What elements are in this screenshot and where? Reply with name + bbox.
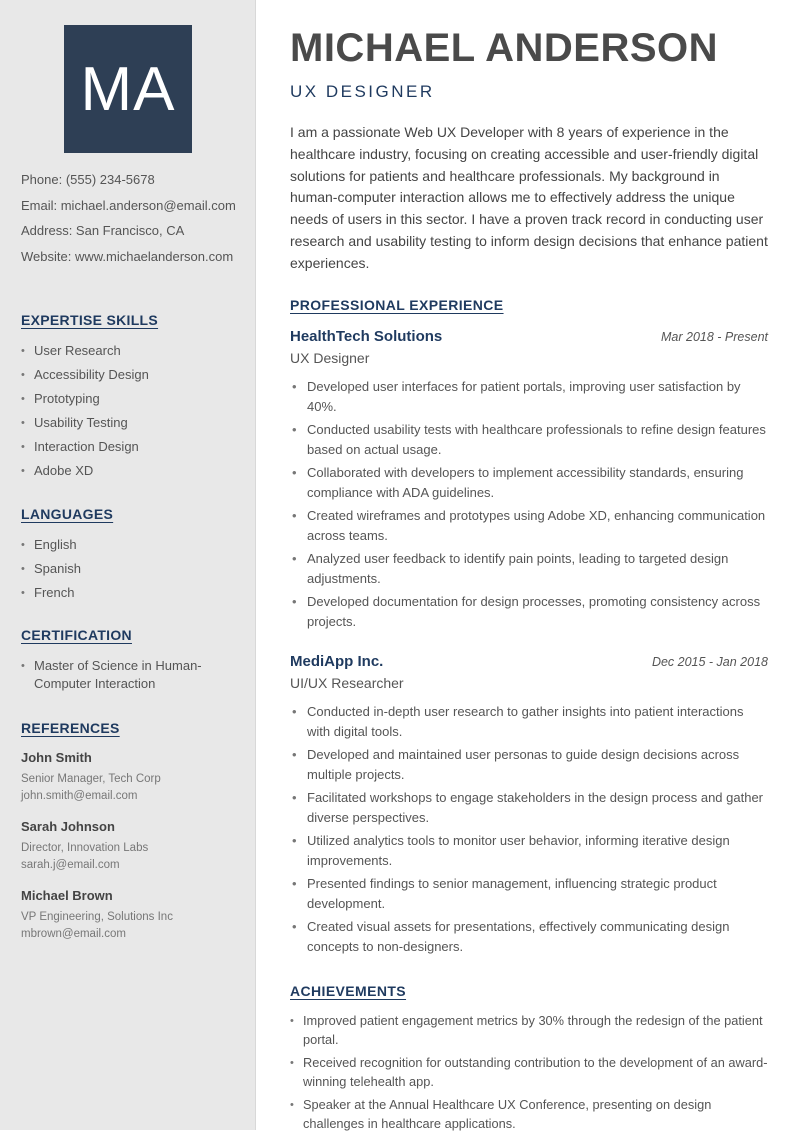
contact-info: [21, 170, 251, 272]
job-bullet: • Facilitated workshops to engage stakeholders in the design process and gather diverse perspectives.: [290, 788, 768, 827]
language-item: • Spanish: [21, 560, 246, 578]
monogram-initials: MA: [80, 54, 176, 124]
skill-item: • User Research: [21, 342, 246, 360]
skill-item: • Usability Testing: [21, 414, 246, 432]
language-item: • French: [21, 584, 246, 602]
job-bullet: • Developed documentation for design processes, promoting consistency across projects.: [290, 592, 768, 631]
reference-email: mbrown@email.com: [21, 928, 126, 940]
language-item: • English: [21, 536, 246, 554]
certification-item: • Master of Science in Human-Computer Interaction: [21, 657, 211, 693]
reference-entry: [21, 888, 246, 943]
contact-website: Website: www.michaelanderson.com: [21, 248, 234, 264]
certification-heading: CERTIFICATION: [21, 627, 132, 643]
experience-heading: PROFESSIONAL EXPERIENCE: [290, 297, 504, 313]
job-bullet: • Conducted in-depth user research to gather insights into patient interactions with digital tools.: [290, 702, 768, 741]
reference-role: Senior Manager, Tech Corp: [21, 773, 161, 785]
job-role: UI/UX Researcher: [290, 675, 404, 691]
achievement-item: • Received recognition for outstanding contribution to the development of an award-winning telehealth app.: [290, 1054, 768, 1091]
job-dates: Dec 2015 - Jan 2018: [651, 655, 768, 669]
sidebar: [0, 0, 256, 1130]
reference-entry: [21, 750, 246, 805]
job-bullet: • Utilized analytics tools to monitor user behavior, informing iterative design improvements.: [290, 831, 768, 870]
achievement-item: • Improved patient engagement metrics by 30% through the redesign of the patient portal.: [290, 1012, 768, 1049]
job-bullet: • Developed and maintained user personas to guide design decisions across multiple projects.: [290, 745, 768, 784]
languages-section: [21, 506, 246, 608]
reference-email: john.smith@email.com: [21, 790, 138, 802]
job-bullet: • Collaborated with developers to implement accessibility standards, ensuring compliance with ADA guidelines.: [290, 463, 768, 502]
reference-role: VP Engineering, Solutions Inc: [21, 911, 173, 923]
references-section: [21, 720, 246, 957]
achievements-heading: ACHIEVEMENTS: [290, 983, 407, 999]
job-dates: Mar 2018 - Present: [661, 330, 768, 344]
skill-item: • Prototyping: [21, 390, 246, 408]
references-heading: REFERENCES: [21, 720, 120, 736]
candidate-title: UX DESIGNER: [290, 82, 435, 101]
profile-summary: I am a passionate Web UX Developer with 8 years of experience in the healthcare industry, focusing on creating accessible and user-friendly digital solutions for patients and healthcare professionals. My background in human-computer interaction allows me to effectively address the unique needs of users in this sector. I have a proven track record in conducting user research and usability testing to inform design decisions that enhance patient experiences.: [290, 124, 768, 271]
job-bullet: • Created wireframes and prototypes using Adobe XD, enhancing communication across teams.: [290, 506, 768, 545]
languages-heading: LANGUAGES: [21, 506, 114, 522]
job-bullet: • Conducted usability tests with healthcare professionals to refine design features based on actual usage.: [290, 420, 768, 459]
job-role: UX Designer: [290, 350, 370, 366]
skill-item: • Interaction Design: [21, 438, 246, 456]
reference-name: Michael Brown: [21, 888, 113, 903]
reference-entry: [21, 819, 246, 874]
monogram-badge: [64, 25, 192, 153]
achievement-item: • Speaker at the Annual Healthcare UX Conference, presenting on design challenges in healthcare applications.: [290, 1096, 768, 1133]
job-entry: [290, 328, 768, 635]
reference-role: Director, Innovation Labs: [21, 842, 149, 854]
job-bullet: • Analyzed user feedback to identify pain points, leading to targeted design adjustments.: [290, 549, 768, 588]
certification-section: [21, 627, 211, 699]
job-bullet: • Presented findings to senior management, influencing strategic product development.: [290, 874, 768, 913]
contact-address: Address: San Francisco, CA: [21, 223, 185, 238]
reference-email: sarah.j@email.com: [21, 859, 120, 871]
job-company: HealthTech Solutions: [290, 328, 443, 345]
main-content: [256, 0, 800, 1130]
achievements-section: [290, 1012, 768, 1138]
job-bullet: • Developed user interfaces for patient portals, improving user satisfaction by 40%.: [290, 377, 768, 416]
skills-section: [21, 312, 246, 486]
reference-name: Sarah Johnson: [21, 819, 115, 834]
job-bullet: • Created visual assets for presentations, effectively communicating design concepts to non-designers.: [290, 917, 768, 956]
skills-heading: EXPERTISE SKILLS: [21, 312, 159, 328]
contact-phone: Phone: (555) 234-5678: [21, 172, 155, 187]
job-entry: [290, 653, 768, 960]
skill-item: • Adobe XD: [21, 462, 246, 480]
contact-email: Email: michael.anderson@email.com: [21, 197, 236, 213]
candidate-name: MICHAEL ANDERSON: [290, 26, 719, 70]
reference-name: John Smith: [21, 750, 92, 765]
skill-item: • Accessibility Design: [21, 366, 246, 384]
job-company: MediApp Inc.: [290, 653, 384, 670]
